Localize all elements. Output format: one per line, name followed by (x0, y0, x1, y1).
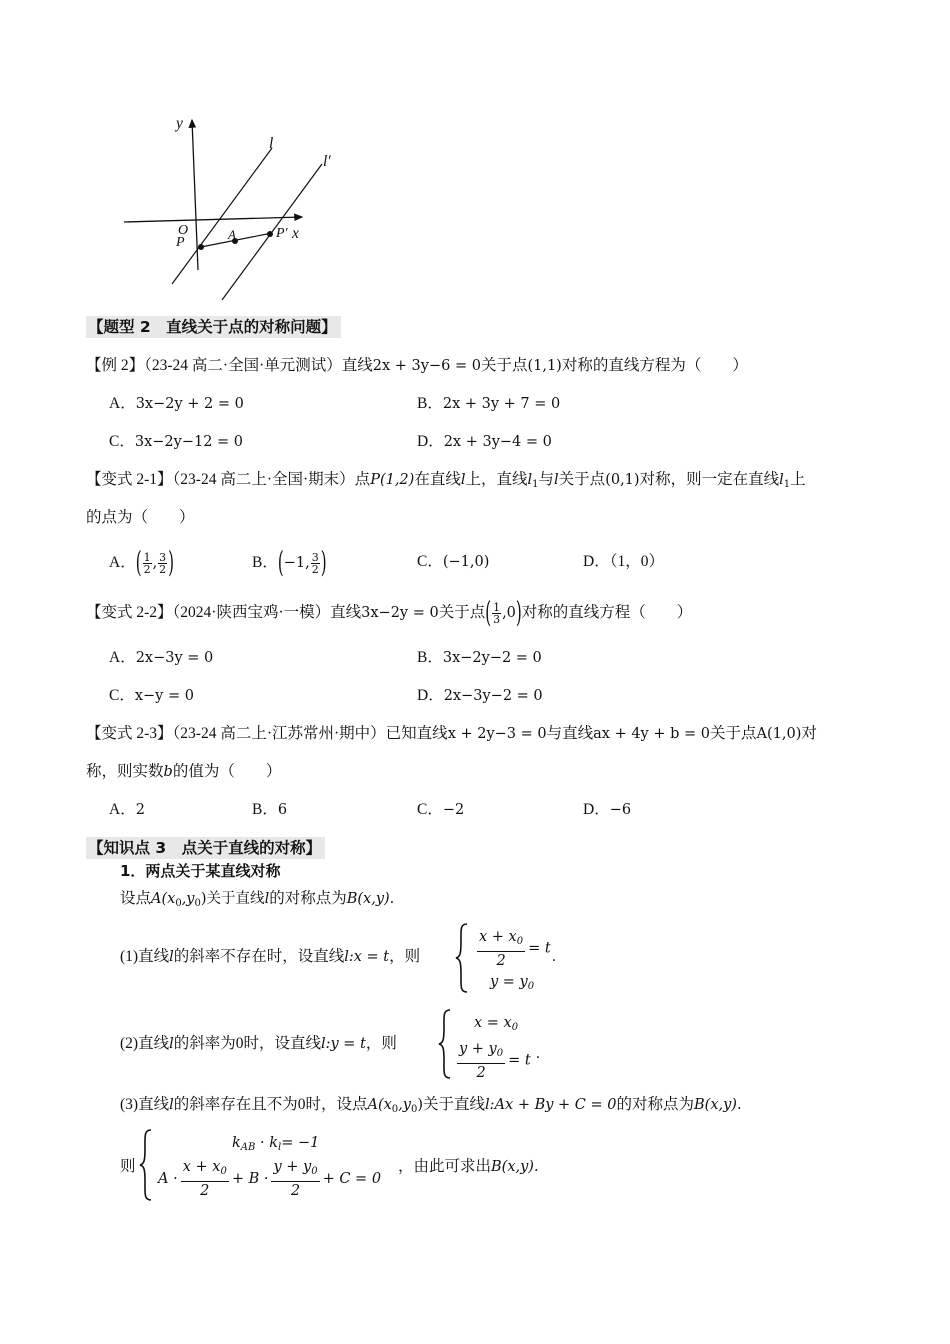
question-text: 对称的直线方程（ ） (521, 604, 693, 622)
option-label: B． (417, 395, 443, 412)
equation: ax + 4y + b = 0 (593, 726, 710, 742)
body-text: 设点 (120, 890, 152, 907)
equation: x + 2y−3 = 0 (447, 726, 547, 742)
question-text: 对称的直线方程为（ ） (561, 357, 748, 374)
line-l1: l (779, 472, 784, 488)
question-text: 与 (538, 471, 555, 488)
question-text: 对称，则一定在直线 (639, 471, 780, 488)
case-2-line (120, 1034, 397, 1054)
option-a[interactable] (109, 800, 145, 820)
option-label: B． (252, 801, 278, 818)
fraction: $\frac{3}{2}$ (159, 551, 167, 576)
point-A: A(x (367, 1097, 392, 1113)
option-value: 2x−3y−2 = 0 (443, 688, 543, 704)
option-value: 6 (277, 802, 288, 818)
option-b[interactable] (417, 394, 560, 414)
variant-2-1-question-line2: 的点为（ ） (86, 509, 195, 526)
body-text: 的斜率不存在时，设直线 (173, 948, 345, 965)
option-value: 2x−3y = 0 (135, 650, 214, 666)
option-label: C． (109, 433, 135, 450)
option-label: A． (109, 554, 136, 572)
option-label: D． (417, 433, 444, 450)
numerator: y + y (273, 1159, 312, 1175)
question-text: 对 (801, 725, 817, 742)
denominator: 2 (200, 1183, 210, 1199)
variant-2-2-question: 【变式 2-2】（2024·陕西宝鸡·一模）直线3x−2y = 0关于点( $\frac{1}{3}$ ,0)对称的直线方程（ ） (86, 595, 693, 630)
question-text: 的值为（ ） (172, 763, 282, 780)
fig-label-A: A (228, 227, 236, 242)
y-axis (192, 120, 198, 270)
option-value: 3x−2y + 2 = 0 (135, 396, 244, 412)
term: + C = 0 (322, 1171, 382, 1187)
option-label: C． (417, 801, 443, 818)
option-d[interactable] (417, 432, 552, 452)
body-text: (2)直线 (120, 1035, 170, 1052)
section-header-knowledge3: 【知识点 3 点关于直线的对称】 (86, 837, 325, 859)
option-value: 2x + 3y + 7 = 0 (442, 396, 561, 412)
then-label: 则 (120, 1158, 136, 1175)
equation: l:Ax + By + C = 0 (485, 1097, 617, 1113)
fig-label-x: x (292, 225, 299, 242)
case-2-eq2 (454, 1040, 531, 1082)
option-label: B． (252, 554, 278, 572)
body-text: ，则 (365, 1035, 397, 1052)
question-text: 点 (354, 471, 371, 488)
equation: k (232, 1135, 241, 1151)
reflection-figure (110, 110, 340, 310)
case-2-eq1: $x = x_0$ (474, 1015, 519, 1033)
point-P: P(1,2) (370, 472, 415, 488)
body-text: )关于直线 (200, 891, 265, 907)
fraction: $\frac{3}{2}$ (311, 551, 319, 576)
case-3-eq1: $k_{AB} \cdot k_l= -1$ (232, 1135, 320, 1153)
point-P-prime (267, 231, 273, 237)
option-c[interactable] (417, 800, 464, 820)
example-2-question (86, 356, 748, 376)
numerator: x + x (182, 1159, 221, 1175)
point: ,0 (502, 605, 516, 622)
variant-source: （2024·陕西宝鸡·一模） (172, 604, 331, 622)
option-value: 2x + 3y−4 = 0 (443, 434, 552, 450)
example-source: （23-24 高二·全国·单元测试） (144, 357, 342, 374)
denominator: 2 (496, 953, 506, 969)
rhs: = −1 (281, 1135, 320, 1151)
option-label: D． (583, 553, 610, 570)
option-value: (−1,0) (442, 554, 490, 570)
section-header-type2: 【题型 2 直线关于点的对称问题】 (86, 316, 341, 338)
left-brace (437, 1008, 453, 1080)
option-value: 3x−2y−2 = 0 (442, 650, 542, 666)
point: (1,1) (527, 358, 562, 374)
question-text: 直线 (341, 357, 373, 374)
question-text: 称，则实数 (86, 763, 164, 780)
body-text: 的对称点为 (616, 1096, 695, 1113)
variable-b: b (163, 764, 173, 780)
body-text: 关于直线 (423, 1096, 486, 1113)
question-text: 上 (790, 471, 806, 488)
question-text: 已知直线 (385, 725, 448, 742)
question-text: 关于点 (710, 725, 757, 742)
fraction: $\frac{x + x_0}{2}$ (182, 1159, 227, 1199)
equation: l:x = t (344, 949, 390, 965)
term: A · (158, 1171, 178, 1187)
fig-label-y: y (176, 115, 183, 132)
case-1-eq2: $y = y_0$ (490, 974, 535, 992)
option-b[interactable] (417, 648, 542, 668)
point-B: B(x,y). (694, 1097, 742, 1113)
fraction: $\frac{x + x_0}{2}$ (479, 929, 524, 969)
left-brace (138, 1128, 154, 1202)
question-text: 关于点 (438, 604, 486, 622)
question-text: 上，直线 (465, 471, 528, 488)
option-label: A． (109, 801, 136, 818)
point-A: A(x (151, 891, 176, 907)
line-l1: l (527, 472, 533, 488)
rhs: = t (528, 940, 551, 957)
variant-2-3-question-line2 (86, 762, 281, 782)
option-a[interactable] (109, 394, 244, 414)
example-tag: 【例 2】 (86, 357, 145, 374)
line-l: l (169, 1036, 174, 1052)
question-text: 关于点 (558, 471, 606, 488)
case-3-tail (398, 1157, 539, 1177)
question-text: 与直线 (546, 725, 594, 742)
variant-source: （23-24 高二上·江苏常州·期中） (172, 725, 386, 742)
equation: l:y = t (320, 1036, 366, 1052)
line-l: l (169, 949, 174, 965)
point: (0,1) (605, 472, 640, 488)
option-value: −2 (442, 802, 465, 818)
fig-label-l: l (269, 135, 274, 152)
option-c[interactable] (109, 686, 194, 706)
variant-source: （23-24 高二上·全国·期末） (172, 471, 355, 488)
denominator: 2 (290, 1183, 301, 1199)
fraction: $\frac{1}{2}$ (143, 551, 151, 576)
option-label: A． (109, 395, 136, 412)
line-l: l (169, 1097, 174, 1113)
subheading-symmetric-points: 1．两点关于某直线对称 (120, 862, 281, 880)
option-value: x−y = 0 (134, 688, 194, 704)
question-text: 在直线 (414, 471, 461, 488)
body-text: ，则 (389, 948, 421, 965)
equation: x = x (474, 1015, 512, 1031)
question-text: 直线 (330, 604, 362, 622)
rhs: = t (508, 1052, 531, 1069)
option-d[interactable] (583, 552, 664, 572)
fig-label-l-prime: l′ (323, 153, 331, 170)
body-text: (3)直线 (120, 1096, 170, 1113)
equation: 2x + 3y−6 = 0 (372, 358, 481, 374)
body-text: 的斜率存在且不为0时，设点 (173, 1096, 368, 1113)
point-B: B(x,y). (491, 1159, 539, 1175)
denominator: 2 (476, 1065, 486, 1081)
option-c[interactable] (417, 552, 489, 572)
point-A: A(1,0) (756, 726, 802, 742)
option-value: 3x−2y−12 = 0 (134, 434, 244, 450)
line-l: l (460, 472, 466, 488)
fraction: $\frac{y + y_0}{2}$ (459, 1041, 504, 1081)
point-P (198, 244, 204, 250)
body-text: 的对称点为 (269, 890, 347, 907)
question-text: 关于点 (480, 357, 528, 374)
numerator: x + x (479, 929, 517, 945)
numerator: y + y (459, 1041, 497, 1057)
fraction: $\frac{y + y_0}{2}$ (273, 1159, 318, 1199)
variant-2-1-question: 【变式 2-1】（23-24 高二上·全国·期末）点P(1,2)在直线l上，直线$l_1$与l关于点(0,1)对称，则一定在直线$l_1$上 (86, 471, 806, 490)
option-value: 2 (135, 802, 145, 818)
point-B: B(x,y). (346, 891, 395, 907)
option-value: （1，0） (609, 553, 664, 570)
line-l: l (554, 472, 559, 488)
option-d[interactable] (417, 686, 543, 706)
body-text: (1)直线 (120, 948, 170, 965)
fig-label-P: P (176, 235, 185, 250)
term: + B · (231, 1171, 269, 1187)
option-label: C． (109, 687, 135, 704)
option-a[interactable] (109, 648, 213, 668)
variant-2-3-question (86, 724, 817, 744)
option-value: −6 (609, 802, 632, 818)
option-value: −1, (283, 555, 310, 572)
case-1-line (120, 947, 420, 967)
option-label: A． (109, 649, 136, 666)
option-a[interactable]: A．( $\frac{1}{2}$ , $\frac{3}{2}$ ) (109, 545, 175, 580)
option-c[interactable] (109, 432, 243, 452)
variant-tag: 【变式 2-2】 (86, 604, 173, 622)
option-label: C． (417, 553, 443, 570)
option-b[interactable]: B．(−1, $\frac{3}{2}$ ) (252, 545, 327, 580)
option-d[interactable] (583, 800, 631, 820)
fig-label-P-prime: P′ (276, 226, 288, 241)
equation: y = y (490, 974, 528, 990)
case-3-eq2 (158, 1158, 381, 1200)
option-b[interactable] (252, 800, 287, 820)
line-l (172, 148, 272, 284)
x-axis (124, 217, 302, 222)
left-brace (454, 922, 470, 994)
variant-tag: 【变式 2-3】 (86, 725, 173, 742)
variant-tag: 【变式 2-1】 (86, 471, 173, 488)
fraction: $\frac{1}{3}$ (493, 601, 501, 626)
equation: 3x−2y = 0 (361, 605, 439, 622)
body-text: 的斜率为0时，设直线 (173, 1035, 321, 1052)
body-text: ，由此可求出 (398, 1158, 492, 1175)
intro-line: 设点$A(x_0,y_0)$关于直线l的对称点为B(x,y). (120, 890, 395, 909)
option-label: B． (417, 649, 443, 666)
case-1-eq1 (474, 928, 551, 970)
option-label: D． (417, 687, 444, 704)
fig-label-O: O (178, 223, 189, 238)
option-label: D． (583, 801, 610, 818)
line-l: l (264, 891, 270, 907)
case-3-line: (3)直线l的斜率存在且不为0时，设点$A(x_0,y_0)$关于直线l:Ax + By + C = 0的对称点为B(x,y). (120, 1096, 742, 1115)
